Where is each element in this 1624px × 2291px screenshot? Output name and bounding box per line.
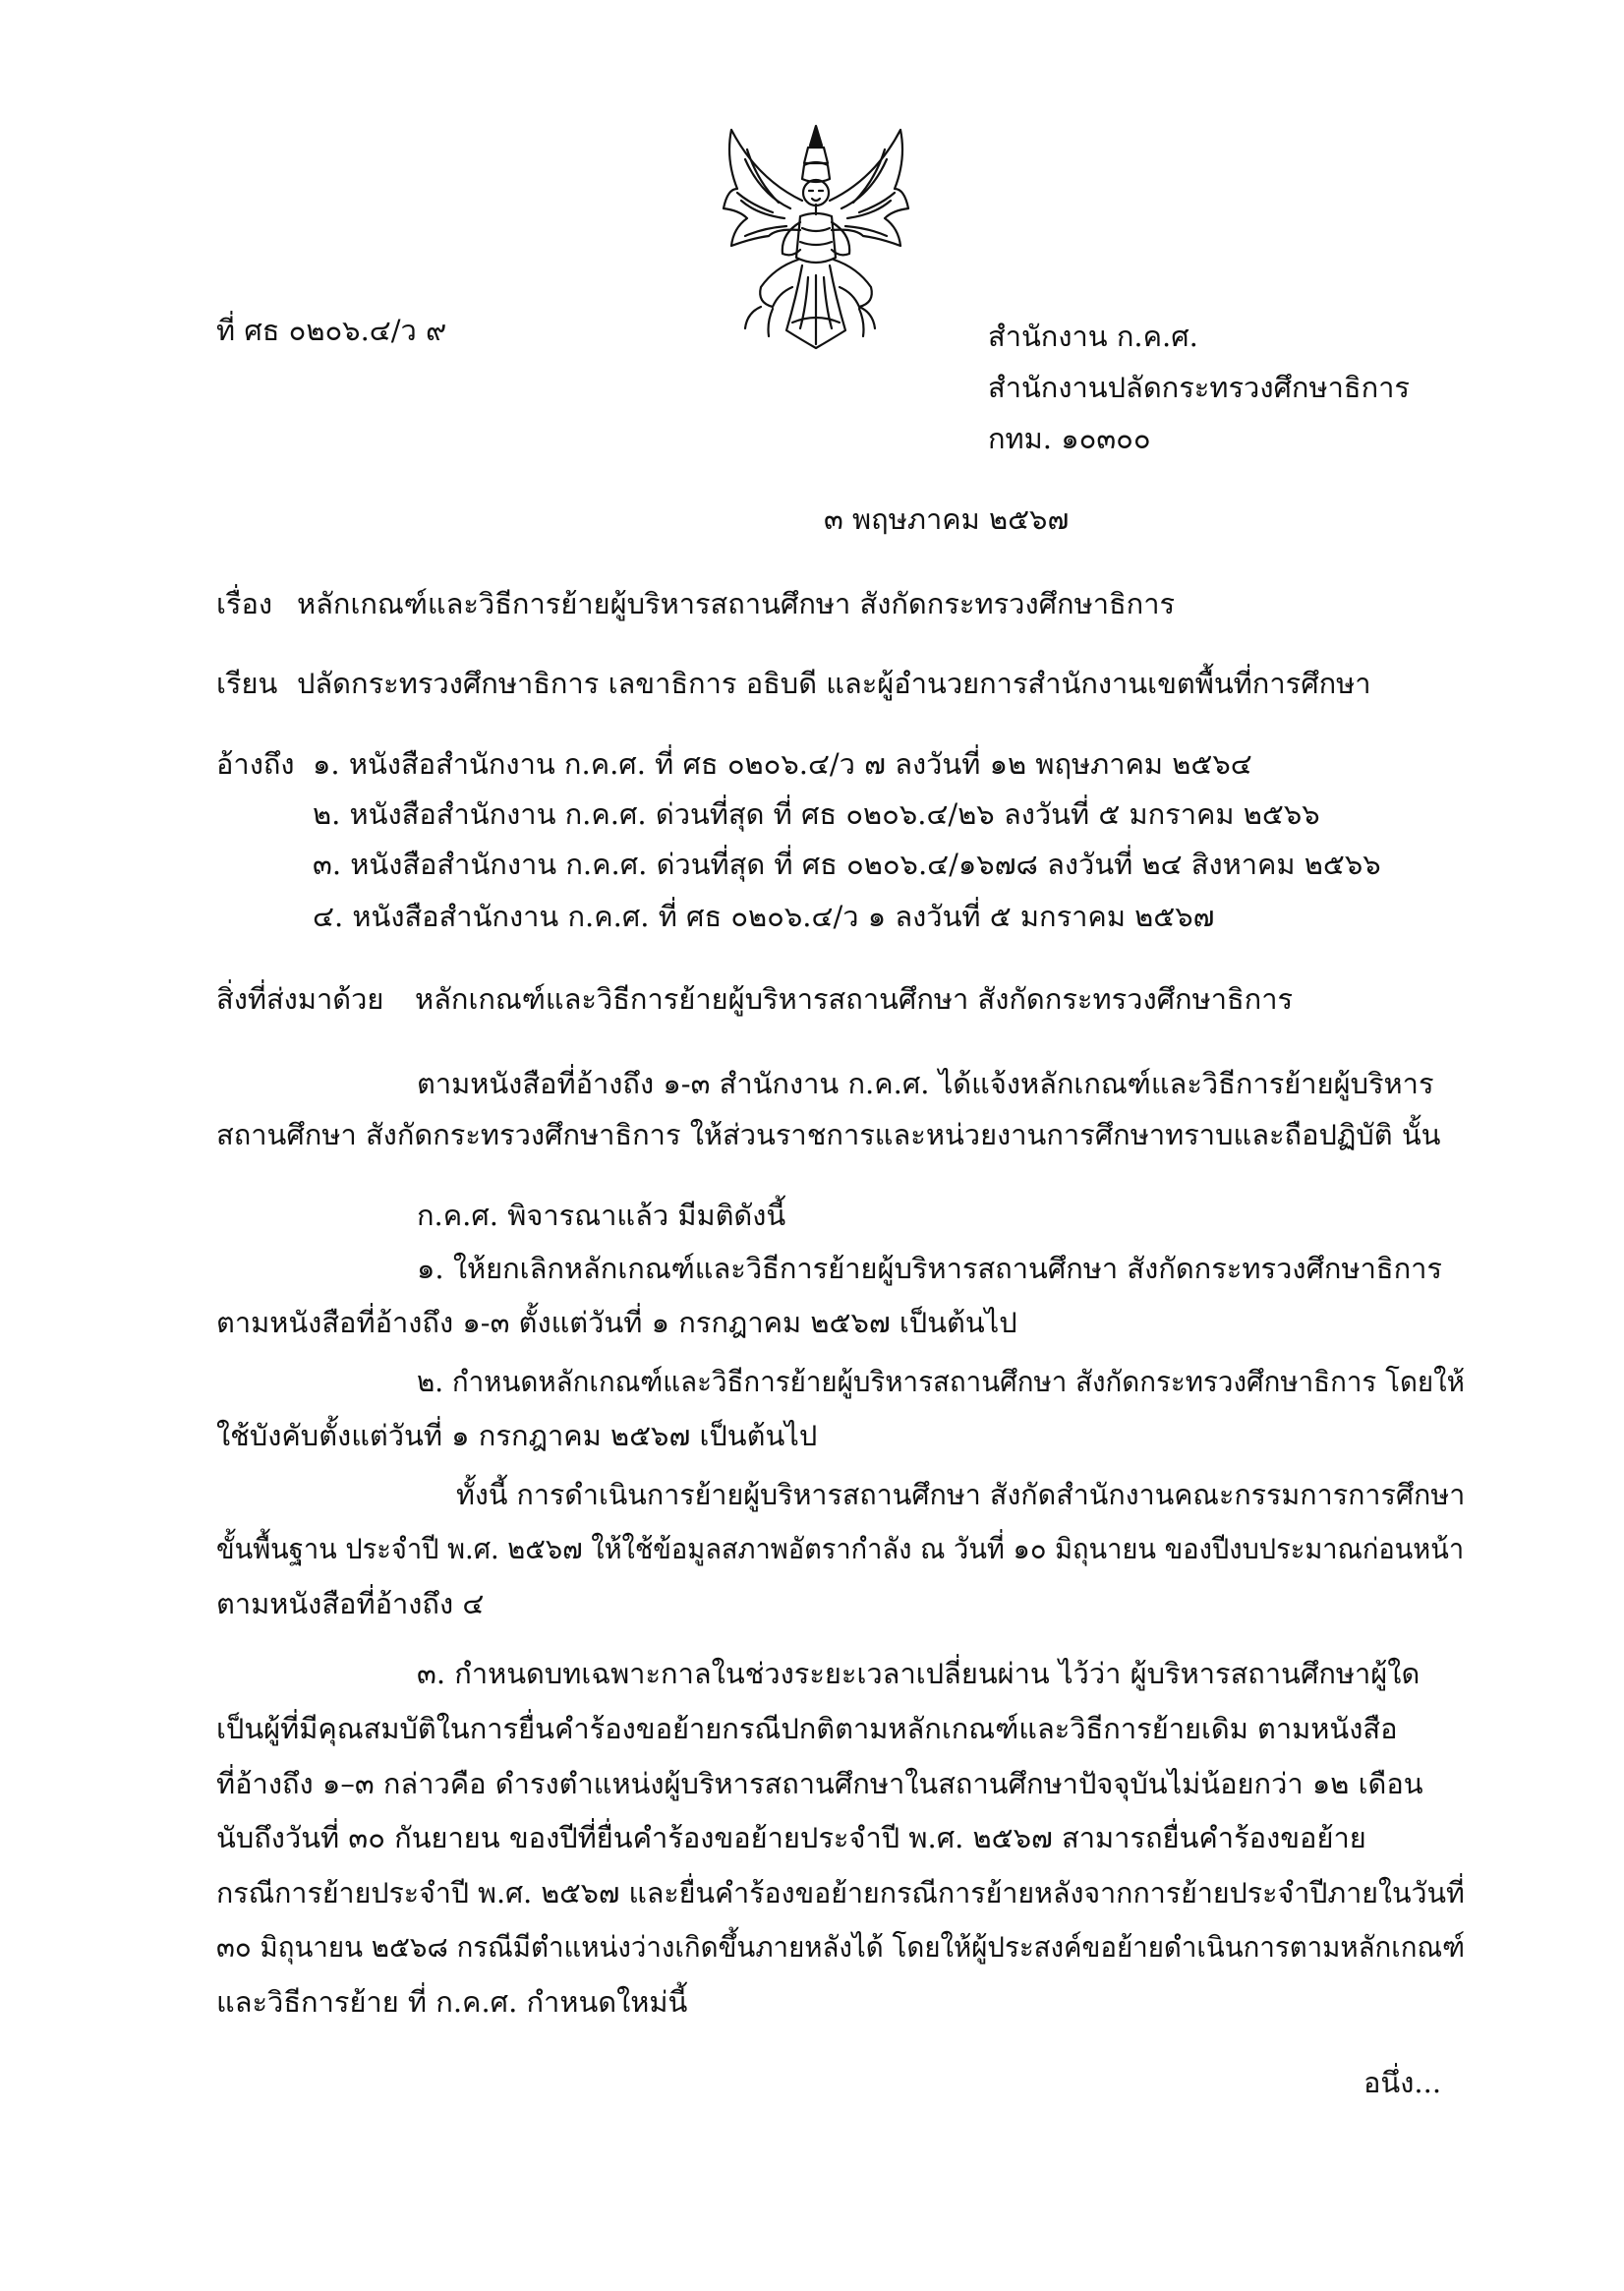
office-line-1: สำนักงาน ก.ค.ศ. [988, 320, 1198, 353]
body-line: ตามหนังสือที่อ้างถึง ๑-๓ ตั้งแต่วันที่ ๑ กรกฎาคม ๒๕๖๗ เป็นต้นไป [216, 1306, 1017, 1339]
reference-item: ๑. หนังสือสำนักงาน ก.ค.ศ. ที่ ศธ ๐๒๐๖.๔/ว ๗ ลงวันที่ ๑๒ พฤษภาคม ๒๕๖๔ [313, 747, 1252, 781]
office-line-2: สำนักงานปลัดกระทรวงศึกษาธิการ [988, 371, 1410, 404]
body-line: นับถึงวันที่ ๓๐ กันยายน ของปีที่ยื่นคำร้องขอย้ายประจำปี พ.ศ. ๒๕๖๗ สามารถยื่นคำร้องขอย้าย [216, 1821, 1366, 1854]
body-line: ก.ค.ศ. พิจารณาแล้ว มีมติดังนี้ [417, 1199, 786, 1232]
body-line: สถานศึกษา สังกัดกระทรวงศึกษาธิการ ให้ส่วนราชการและหน่วยงานการศึกษาทราบและถือปฏิบัติ นั้น [216, 1118, 1441, 1151]
body-line: ตามหนังสือที่อ้างถึง ๑-๓ สำนักงาน ก.ค.ศ. ได้แจ้งหลักเกณฑ์และวิธีการย้ายผู้บริหาร [417, 1067, 1434, 1100]
body-line: กรณีการย้ายประจำปี พ.ศ. ๒๕๖๗ และยื่นคำร้องขอย้ายกรณีการย้ายหลังจากการย้ายประจำปีภายในวันที่ [216, 1876, 1465, 1909]
body-line: ที่อ้างถึง ๑–๓ กล่าวคือ ดำรงตำแหน่งผู้บริหารสถานศึกษาในสถานศึกษาปัจจุบันไม่น้อยกว่า ๑๒ เดือน [216, 1767, 1423, 1800]
enclosure-text: หลักเกณฑ์และวิธีการย้ายผู้บริหารสถานศึกษา สังกัดกระทรวงศึกษาธิการ [415, 982, 1294, 1016]
body-line: ๑. ให้ยกเลิกหลักเกณฑ์และวิธีการย้ายผู้บริหารสถานศึกษา สังกัดกระทรวงศึกษาธิการ [417, 1252, 1443, 1285]
recipient-label: เรียน [216, 667, 278, 700]
body-line: ขั้นพื้นฐาน ประจำปี พ.ศ. ๒๕๖๗ ให้ใช้ข้อมูลสภาพอัตรากำลัง ณ วันที่ ๑๐ มิถุนายน ของปีงบประมาณก่อนหน้า [216, 1532, 1465, 1565]
body-line: ๓. กำหนดบทเฉพาะกาลในช่วงระยะเวลาเปลี่ยนผ่าน ไว้ว่า ผู้บริหารสถานศึกษาผู้ใด [417, 1657, 1421, 1690]
subject-label: เรื่อง [216, 587, 273, 620]
references-label: อ้างถึง [216, 747, 295, 781]
continuation-marker: อนึ่ง... [1363, 2066, 1442, 2099]
body-line: ๓๐ มิถุนายน ๒๕๖๘ กรณีมีตำแหน่งว่างเกิดขึ้นภายหลังได้ โดยให้ผู้ประสงค์ขอย้ายดำเนินการตามหลักเกณฑ์ [216, 1930, 1466, 1964]
reference-item: ๒. หนังสือสำนักงาน ก.ค.ศ. ด่วนที่สุด ที่ ศธ ๐๒๐๖.๔/๒๖ ลงวันที่ ๕ มกราคม ๒๕๖๖ [313, 797, 1320, 831]
body-line: และวิธีการย้าย ที่ ก.ค.ศ. กำหนดใหม่นี้ [216, 1985, 688, 2019]
body-line: ใช้บังคับตั้งแต่วันที่ ๑ กรกฎาคม ๒๕๖๗ เป็นต้นไป [216, 1419, 818, 1452]
office-line-3: กทม. ๑๐๓๐๐ [988, 422, 1151, 455]
subject-text: หลักเกณฑ์และวิธีการย้ายผู้บริหารสถานศึกษา สังกัดกระทรวงศึกษาธิการ [297, 587, 1176, 620]
recipient-text: ปลัดกระทรวงศึกษาธิการ เลขาธิการ อธิบดี และผู้อำนวยการสำนักงานเขตพื้นที่การศึกษา [297, 667, 1371, 700]
document-number: ที่ ศธ ๐๒๐๖.๔/ว ๙ [216, 314, 447, 347]
body-line: ๒. กำหนดหลักเกณฑ์และวิธีการย้ายผู้บริหารสถานศึกษา สังกัดกระทรวงศึกษาธิการ โดยให้ [417, 1365, 1465, 1398]
body-line: ทั้งนี้ การดำเนินการย้ายผู้บริหารสถานศึกษา สังกัดสำนักงานคณะกรรมการการศึกษา [456, 1478, 1466, 1511]
reference-item: ๔. หนังสือสำนักงาน ก.ค.ศ. ที่ ศธ ๐๒๐๖.๔/ว ๑ ลงวันที่ ๕ มกราคม ๒๕๖๗ [313, 900, 1215, 933]
body-line: ตามหนังสือที่อ้างถึง ๔ [216, 1587, 485, 1620]
garuda-emblem-icon [718, 120, 914, 356]
enclosure-label: สิ่งที่ส่งมาด้วย [216, 982, 384, 1016]
reference-item: ๓. หนังสือสำนักงาน ก.ค.ศ. ด่วนที่สุด ที่ ศธ ๐๒๐๖.๔/๑๖๗๘ ลงวันที่ ๒๔ สิงหาคม ๒๕๖๖ [313, 848, 1381, 881]
body-line: เป็นผู้ที่มีคุณสมบัติในการยื่นคำร้องขอย้ายกรณีปกติตามหลักเกณฑ์และวิธีการย้ายเดิม ตามหนังสือ [216, 1712, 1398, 1745]
document-date: ๓ พฤษภาคม ๒๕๖๗ [824, 502, 1070, 536]
